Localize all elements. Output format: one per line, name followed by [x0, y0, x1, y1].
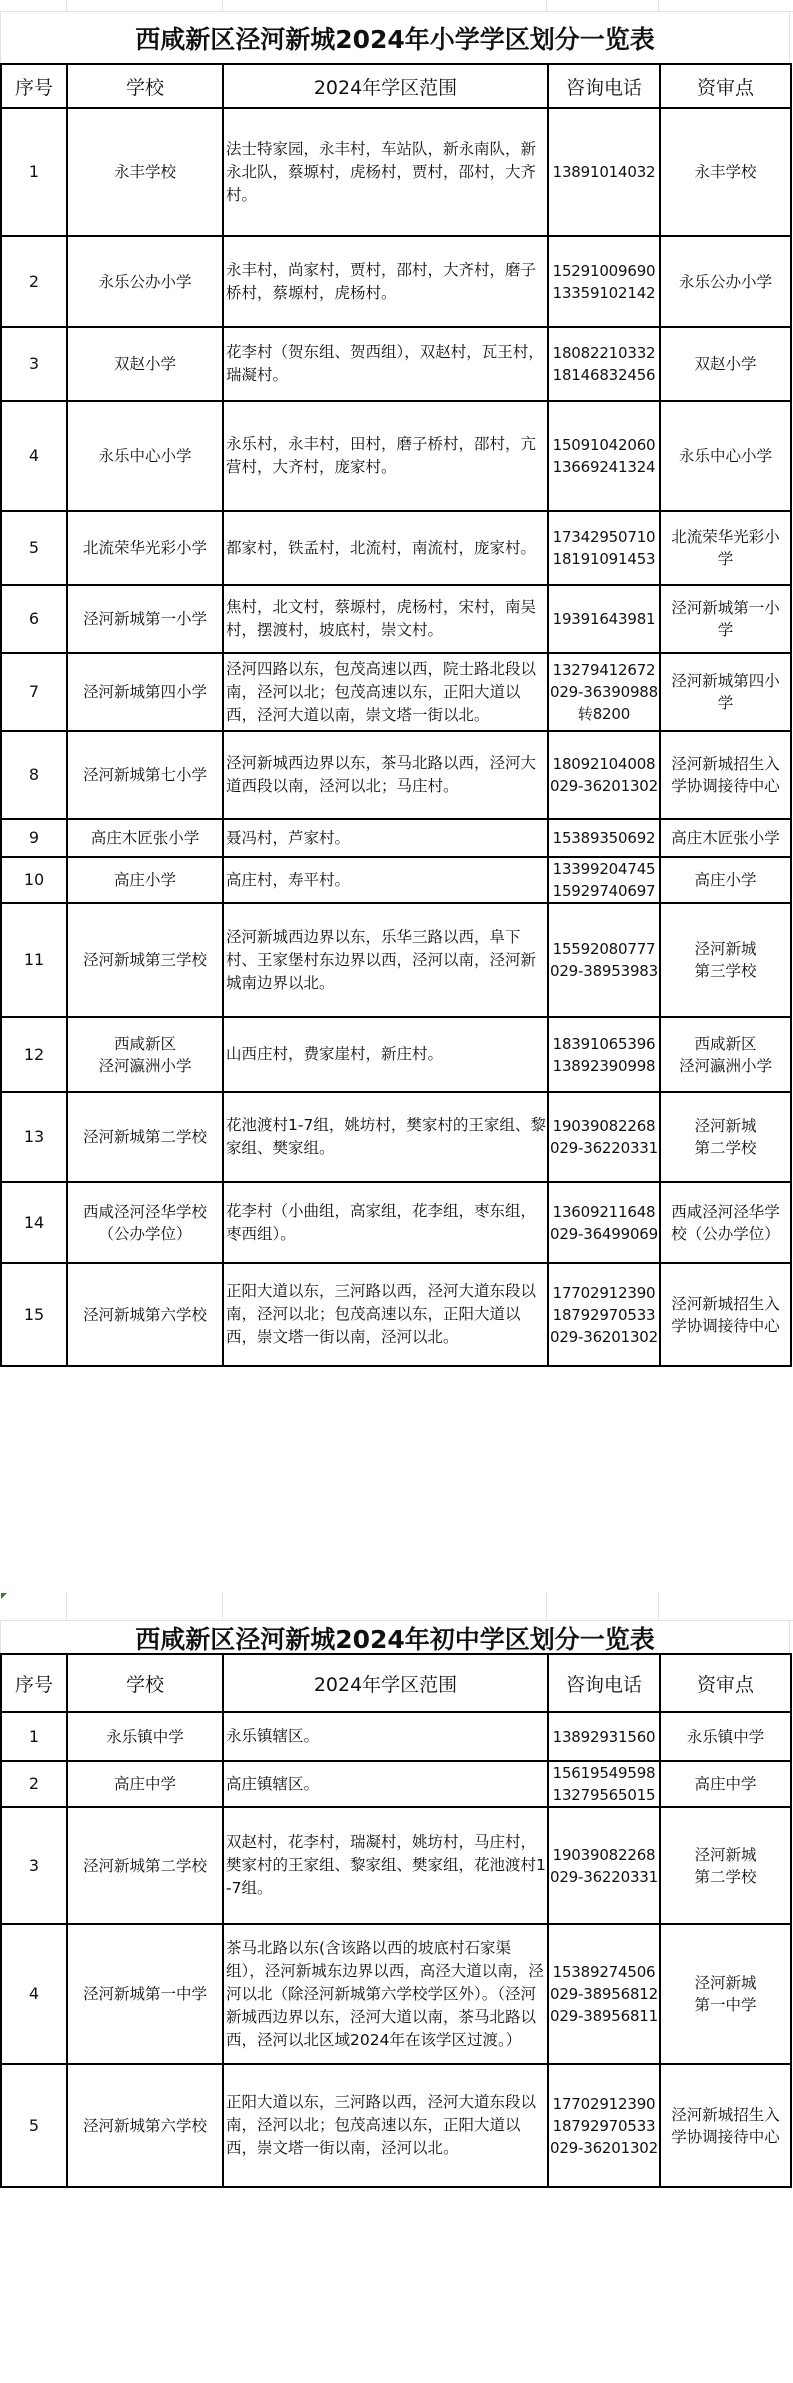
district-range-cell: 高庄镇辖区。	[223, 1761, 548, 1807]
table-row	[1, 108, 791, 236]
row-number-cell: 4	[1, 1924, 67, 2064]
review-site-cell	[660, 401, 791, 511]
header-school: 学校	[67, 1654, 223, 1712]
phone-number: 18391065396	[552, 1034, 656, 1053]
table-row	[1, 1712, 791, 1761]
review-site-cell	[660, 1017, 791, 1092]
phone-number: 18792970533	[552, 1305, 656, 1324]
review-site-line: 泾河新城	[694, 1117, 757, 1135]
school-name-cell	[67, 731, 223, 819]
phone-number: 13891014032	[552, 163, 656, 181]
school-name-line: 高庄小学	[113, 871, 176, 889]
grid-line	[222, 1592, 223, 1620]
review-site-line: 西咸泾河泾华学	[671, 1202, 780, 1221]
school-name-line: 泾河新城第一小学	[82, 610, 207, 628]
phone-number: 15389350692	[552, 829, 656, 847]
header-number: 序号	[1, 1654, 67, 1712]
district-range-cell: 正阳大道以东，三河路以西，泾河大道东段以南，泾河以北；包茂高速以东，正阳大道以西，崇文塔一街以南，泾河以北。	[223, 1263, 548, 1366]
school-name-cell	[67, 1712, 223, 1761]
phone-number: 029-36201302	[550, 2138, 658, 2157]
review-site-line: 高庄木匠张小学	[671, 829, 780, 847]
grid-line	[222, 0, 223, 11]
table-row	[1, 857, 791, 903]
phone-cell	[548, 1924, 660, 2064]
review-site-line: 第一中学	[694, 1996, 757, 2014]
grid-line	[658, 0, 659, 11]
row-number-cell: 5	[1, 2064, 67, 2187]
phone-cell	[548, 1182, 660, 1263]
school-name-line: 西咸新区	[113, 1034, 176, 1053]
review-site-line: 永乐公办小学	[678, 272, 772, 291]
phone-number: 17342950710	[552, 528, 656, 546]
row-number-cell: 14	[1, 1182, 67, 1263]
school-name-line: 高庄木匠张小学	[90, 829, 200, 847]
review-site-line: 校（公办学位）	[671, 1224, 780, 1243]
review-site-line: 泾河新城第一小	[671, 599, 780, 617]
school-name-line: 永乐中心小学	[98, 447, 192, 465]
phone-number: 15619549598	[552, 1764, 656, 1782]
school-name-cell	[67, 327, 223, 401]
district-range-cell: 高庄村，寿平村。	[223, 857, 548, 903]
phone-cell	[548, 585, 660, 653]
review-site-cell	[660, 108, 791, 236]
table-row	[1, 653, 791, 731]
phone-number: 029-36499069	[550, 1224, 658, 1243]
district-range-cell: 双赵村，花李村，瑞凝村，姚坊村，马庄村，樊家村的王家组、黎家组、樊家组，花池渡村1-7组。	[223, 1807, 548, 1924]
district-range-cell: 茶马北路以东(含该路以西的坡底村石家渠组），泾河新城东边界以西，高泾大道以南，泾河以北（除泾河新城第六学校学区外）。（泾河新城西边界以东，泾河大道以南，茶马北路以西，泾河以北区域2024年在该学区过渡。）	[223, 1924, 548, 2064]
phone-number: 18146832456	[552, 366, 656, 384]
grid-line	[546, 0, 547, 11]
table-row	[1, 903, 791, 1017]
phone-number: 029-38956812	[550, 1985, 658, 2003]
school-name-line: 泾河新城第六学校	[82, 2116, 207, 2135]
row-number-cell: 3	[1, 1807, 67, 1924]
phone-cell	[548, 2064, 660, 2187]
review-site-line: 泾河新城	[694, 1974, 757, 1992]
phone-number: 029-36201302	[550, 1327, 658, 1346]
grid-line	[66, 1592, 67, 1620]
school-name-line: 北流荣华光彩小学	[82, 539, 207, 557]
review-site-cell	[660, 1924, 791, 2064]
review-site-line: 双赵小学	[694, 355, 757, 373]
phone-cell	[548, 236, 660, 327]
row-number-cell: 5	[1, 511, 67, 585]
phone-number: 029-36390988	[550, 683, 658, 701]
phone-number: 13609211648	[552, 1202, 656, 1221]
table-row	[1, 585, 791, 653]
review-site-cell	[660, 1807, 791, 1924]
header-phone: 咨询电话	[548, 64, 660, 108]
district-range-cell: 永丰村，尚家村，贾村，邵村，大齐村，磨子桥村，蔡塬村，虎杨村。	[223, 236, 548, 327]
row-number-cell: 13	[1, 1092, 67, 1182]
review-site-line: 泾河新城	[694, 1845, 757, 1864]
phone-cell	[548, 1807, 660, 1924]
phone-number: 13669241324	[552, 458, 656, 476]
phone-number: 13892931560	[552, 1727, 656, 1746]
review-site-cell	[660, 819, 791, 857]
review-site-line: 学协调接待中心	[671, 2127, 780, 2146]
phone-cell	[548, 731, 660, 819]
review-site-cell	[660, 1092, 791, 1182]
middle-table-body	[1, 1712, 791, 2187]
phone-cell	[548, 327, 660, 401]
spreadsheet-grid-row-middle	[0, 1592, 793, 1621]
phone-number: 转8200	[577, 705, 631, 723]
district-range-cell: 泾河新城西边界以东，茶马北路以西，泾河大道西段以南，泾河以北；马庄村。	[223, 731, 548, 819]
row-number-cell: 15	[1, 1263, 67, 1366]
middle-school-district-table	[0, 1653, 792, 2188]
table-row	[1, 1017, 791, 1092]
table-row	[1, 1182, 791, 1263]
table-row	[1, 819, 791, 857]
district-range-cell: 泾河四路以东，包茂高速以西，院士路北段以南，泾河以北；包茂高速以东，正阳大道以西，泾河大道以南，崇文塔一街以北。	[223, 653, 548, 731]
table-row	[1, 731, 791, 819]
primary-school-district-table	[0, 63, 792, 1367]
review-site-line: 第二学校	[694, 1867, 757, 1886]
phone-number: 15091042060	[552, 436, 656, 454]
primary-table-title: 西咸新区泾河新城2024年小学学区划分一览表	[135, 25, 655, 54]
review-site-cell	[660, 2064, 791, 2187]
header-review-site: 资审点	[660, 64, 791, 108]
district-range-cell: 正阳大道以东，三河路以西，泾河大道东段以南，泾河以北；包茂高速以东，正阳大道以西，崇文塔一街以南，泾河以北。	[223, 2064, 548, 2187]
header-review-site: 资审点	[660, 1654, 791, 1712]
school-name-cell	[67, 1924, 223, 2064]
review-site-line: 泾河新城第四小	[671, 672, 780, 690]
review-site-cell	[660, 1182, 791, 1263]
district-range-cell: 都家村，铁孟村，北流村，南流村，庞家村。	[223, 511, 548, 585]
review-site-line: 泾河新城	[694, 940, 757, 958]
phone-number: 19039082268	[552, 1845, 656, 1864]
table-row	[1, 327, 791, 401]
phone-cell	[548, 1761, 660, 1807]
phone-number: 18191091453	[552, 550, 656, 568]
school-name-cell	[67, 857, 223, 903]
table-row	[1, 1092, 791, 1182]
school-name-cell	[67, 1092, 223, 1182]
review-site-line: 学	[717, 694, 734, 712]
header-phone: 咨询电话	[548, 1654, 660, 1712]
review-site-line: 泾河新城招生入	[671, 2105, 780, 2124]
review-site-line: 学	[717, 621, 734, 639]
row-number-cell: 4	[1, 401, 67, 511]
district-range-cell: 花池渡村1-7组，姚坊村，樊家村的王家组、黎家组、樊家组。	[223, 1092, 548, 1182]
table-header-row	[1, 1654, 791, 1712]
review-site-cell	[660, 903, 791, 1017]
school-name-line: 双赵小学	[113, 355, 176, 373]
review-site-line: 西咸新区	[694, 1034, 757, 1053]
review-site-cell	[660, 1263, 791, 1366]
district-range-cell: 泾河新城西边界以东，乐华三路以西，阜下村、王家堡村东边界以西，泾河以南，泾河新城南边界以北。	[223, 903, 548, 1017]
school-name-line: 永乐公办小学	[98, 272, 192, 291]
phone-number: 029-36220331	[550, 1139, 658, 1157]
district-range-cell: 花李村（贺东组、贺西组），双赵村，瓦王村，瑞凝村。	[223, 327, 548, 401]
grid-line	[66, 0, 67, 11]
row-number-cell: 7	[1, 653, 67, 731]
phone-number: 17702912390	[552, 2094, 656, 2113]
header-district-range: 2024年学区范围	[223, 1654, 548, 1712]
review-site-cell	[660, 1712, 791, 1761]
phone-cell	[548, 653, 660, 731]
row-number-cell: 9	[1, 819, 67, 857]
review-site-cell	[660, 731, 791, 819]
row-number-cell: 10	[1, 857, 67, 903]
school-name-cell	[67, 1017, 223, 1092]
phone-cell	[548, 1263, 660, 1366]
review-site-line: 学协调接待中心	[671, 1316, 780, 1335]
phone-number: 15291009690	[552, 261, 656, 280]
review-site-cell	[660, 653, 791, 731]
phone-number: 13279565015	[552, 1786, 656, 1804]
phone-cell	[548, 857, 660, 903]
school-name-cell	[67, 236, 223, 327]
phone-cell	[548, 401, 660, 511]
middle-table-title-band	[0, 1621, 790, 1654]
grid-line	[658, 1592, 659, 1620]
review-site-line: 第二学校	[694, 1139, 757, 1157]
school-name-cell	[67, 903, 223, 1017]
district-range-cell: 法士特家园，永丰村，车站队，新永南队，新永北队，蔡塬村，虎杨村，贾村，邵村，大齐村。	[223, 108, 548, 236]
phone-number: 029-36201302	[550, 777, 658, 795]
school-name-line: 西咸泾河泾华学校	[82, 1202, 207, 1221]
review-site-cell	[660, 327, 791, 401]
table-row	[1, 1924, 791, 2064]
review-site-cell	[660, 585, 791, 653]
review-site-line: 高庄中学	[694, 1775, 757, 1793]
district-range-cell: 聂冯村，芦家村。	[223, 819, 548, 857]
phone-number: 029-38956811	[550, 2007, 658, 2025]
phone-number: 13399204745	[552, 860, 656, 878]
phone-number: 029-36220331	[550, 1867, 658, 1886]
phone-number: 17702912390	[552, 1283, 656, 1302]
row-number-cell: 2	[1, 1761, 67, 1807]
header-number: 序号	[1, 64, 67, 108]
review-site-cell	[660, 511, 791, 585]
phone-number: 15592080777	[552, 940, 656, 958]
phone-number: 19391643981	[552, 610, 656, 628]
school-name-cell	[67, 2064, 223, 2187]
phone-cell	[548, 108, 660, 236]
school-name-line: 泾河瀛洲小学	[98, 1056, 192, 1075]
phone-number: 029-38953983	[550, 962, 658, 980]
phone-number: 18082210332	[552, 344, 656, 362]
review-site-line: 学协调接待中心	[671, 777, 780, 795]
review-site-line: 泾河新城招生入	[671, 1294, 780, 1313]
phone-number: 18792970533	[552, 2116, 656, 2135]
school-name-cell	[67, 653, 223, 731]
school-name-line: 泾河新城第六学校	[82, 1305, 207, 1324]
review-site-cell	[660, 1761, 791, 1807]
review-site-cell	[660, 236, 791, 327]
row-number-cell: 6	[1, 585, 67, 653]
table-row	[1, 511, 791, 585]
table-row	[1, 1263, 791, 1366]
table-header-row	[1, 64, 791, 108]
review-site-line: 高庄小学	[694, 871, 757, 889]
phone-cell	[548, 1712, 660, 1761]
school-name-cell	[67, 1807, 223, 1924]
school-name-cell	[67, 401, 223, 511]
table-row	[1, 1761, 791, 1807]
phone-number: 13892390998	[552, 1056, 656, 1075]
school-name-cell	[67, 819, 223, 857]
school-name-line: 高庄中学	[113, 1775, 176, 1793]
review-site-cell	[660, 857, 791, 903]
middle-table-title: 西咸新区泾河新城2024年初中学区划分一览表	[135, 1624, 655, 1654]
district-range-cell: 焦村，北文村，蔡塬村，虎杨村，宋村，南吴村，摆渡村，坡底村，崇文村。	[223, 585, 548, 653]
grid-line	[546, 1592, 547, 1620]
review-site-line: 永丰学校	[694, 163, 757, 181]
row-number-cell: 1	[1, 108, 67, 236]
primary-table-title-band	[0, 12, 790, 64]
phone-number: 15929740697	[552, 882, 656, 900]
spreadsheet-grid-row-top	[0, 0, 793, 12]
header-school: 学校	[67, 64, 223, 108]
phone-cell	[548, 1092, 660, 1182]
review-site-line: 北流荣华光彩小	[671, 528, 780, 546]
school-name-line: 泾河新城第二学校	[82, 1856, 207, 1875]
district-range-cell: 永乐村，永丰村，田村，磨子桥村，邵村，亢营村，大齐村，庞家村。	[223, 401, 548, 511]
school-name-cell	[67, 511, 223, 585]
phone-cell	[548, 511, 660, 585]
school-name-line: 泾河新城第四小学	[82, 683, 207, 701]
phone-cell	[548, 1017, 660, 1092]
school-name-cell	[67, 108, 223, 236]
row-number-cell: 2	[1, 236, 67, 327]
row-number-cell: 12	[1, 1017, 67, 1092]
school-name-line: 泾河新城第三学校	[82, 951, 207, 969]
district-range-cell: 山西庄村，费家崖村，新庄村。	[223, 1017, 548, 1092]
school-name-cell	[67, 1761, 223, 1807]
school-name-line: 永乐镇中学	[106, 1727, 184, 1746]
table-row	[1, 236, 791, 327]
phone-number: 13279412672	[552, 661, 656, 679]
school-name-cell	[67, 1263, 223, 1366]
table-row	[1, 1807, 791, 1924]
district-range-cell: 永乐镇辖区。	[223, 1712, 548, 1761]
phone-number: 18092104008	[552, 755, 656, 773]
review-site-line: 泾河新城招生入	[671, 755, 780, 773]
school-name-cell	[67, 1182, 223, 1263]
row-number-cell: 1	[1, 1712, 67, 1761]
school-name-line: 永丰学校	[113, 163, 176, 181]
phone-cell	[548, 819, 660, 857]
school-name-line: 泾河新城第二学校	[82, 1128, 207, 1146]
header-district-range: 2024年学区范围	[223, 64, 548, 108]
phone-number: 19039082268	[552, 1117, 656, 1135]
phone-number: 13359102142	[552, 283, 656, 302]
primary-table-body	[1, 108, 791, 1366]
table-row	[1, 2064, 791, 2187]
phone-cell	[548, 903, 660, 1017]
school-name-line: 泾河新城第一中学	[82, 1985, 207, 2003]
district-range-cell: 花李村（小曲组，高家组，花李组，枣东组，枣西组）。	[223, 1182, 548, 1263]
school-name-line: （公办学位）	[98, 1224, 192, 1243]
row-number-cell: 3	[1, 327, 67, 401]
row-number-cell: 11	[1, 903, 67, 1017]
phone-number: 15389274506	[552, 1963, 656, 1981]
review-site-line: 学	[717, 550, 734, 568]
cell-comment-marker-icon	[1, 1593, 7, 1599]
review-site-line: 永乐镇中学	[686, 1727, 765, 1746]
row-number-cell: 8	[1, 731, 67, 819]
school-name-line: 泾河新城第七小学	[82, 766, 207, 784]
review-site-line: 永乐中心小学	[678, 447, 772, 465]
review-site-line: 泾河瀛洲小学	[678, 1056, 772, 1075]
review-site-line: 第三学校	[694, 962, 757, 980]
table-row	[1, 401, 791, 511]
school-name-cell	[67, 585, 223, 653]
